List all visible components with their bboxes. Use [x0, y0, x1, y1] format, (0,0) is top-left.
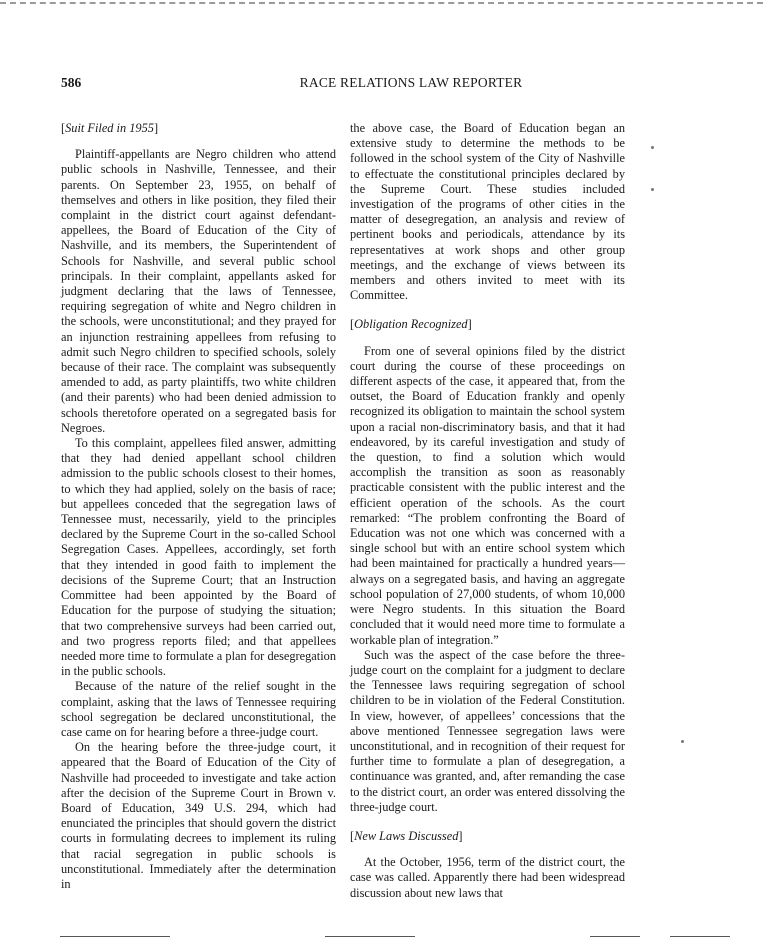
paragraph: On the hearing before the three-judge court, it appeared that the Board of Education of the City of Nashville had proceeded to investigate and take action after the decision of the Supreme Court in Brown v. Board of Education, 349 U.S. 294, which had enunciated the principles that should govern the district courts in formulating decrees to implement its ruling that racial segregation in public schools is unconstitutional. Immediately after the determination in [61, 740, 336, 891]
bottom-scan-line [325, 936, 415, 937]
bottom-scan-line [670, 936, 730, 937]
scan-speck [651, 146, 654, 149]
section-heading-new-laws-discussed: [New Laws Discussed] [350, 828, 463, 843]
section-heading-obligation-recognized: [Obligation Recognized] [350, 317, 472, 332]
paragraph: To this complaint, appellees filed answer, admitting that they had denied appellant school children admission to the public schools closest to their homes, to which they had applied, solely on the basis of race; but appellees conceded that the segregation laws of Tennessee must, necessarily, yield to the principles declared by the Supreme Court in the so-called School Segregation Cases. Appellees, accordingly, set forth that they intended in good faith to implement the decisions of the Supreme Court; that an Instruction Committee had been appointed by the Board of Education for the purpose of studying the situation; that two comprehensive surveys had been carried out, and two progress reports filed; and that appellees needed more time to formulate a plan for desegregation in the public schools. [61, 436, 336, 679]
left-column [61, 121, 336, 892]
scan-speck [651, 188, 654, 191]
paragraph: At the October, 1956, term of the district court, the case was called. Apparently there had been widespread discussion about new laws that [350, 855, 625, 900]
bottom-scan-line [60, 936, 170, 937]
right-column [350, 121, 625, 901]
bottom-scan-line [590, 936, 640, 937]
running-head: RACE RELATIONS LAW REPORTER [299, 75, 523, 90]
page-header [61, 75, 701, 93]
paragraph: Plaintiff-appellants are Negro children who attend public schools in Nashville, Tennessee, and their parents. On September 23, 1955, on behalf of themselves and others in like position, they filed their complaint in the district court against defendant-appellees, the Board of Education of the City of Nashville, and its members, the Superintendent of Schools for Nashville, and several public school principals. In their complaint, appellants asked for judgment declaring that the laws of Tennessee, requiring segregation of white and Negro children in the schools, were unconstitutional; and they prayed for an injunction restraining appellees from refusing to admit such Negro children to specified schools, solely because of their race. The complaint was subsequently amended to add, as party plaintiffs, two white children (and their parents) who had been denied admission to schools theretofore operated on a segregated basis for Negroes. [61, 147, 336, 435]
top-scan-border [0, 2, 763, 4]
page-number: 586 [61, 75, 82, 90]
paragraph: Because of the nature of the relief sought in the complaint, asking that the laws of Tennessee requiring school segregation be declared unconstitutional, the case came on for hearing before a three-judge court. [61, 679, 336, 739]
scan-speck [681, 740, 684, 743]
section-heading-suit-filed: [Suit Filed in 1955] [61, 121, 159, 135]
paragraph-continuation: the above case, the Board of Education began an extensive study to determine the methods to be followed in the school system of the City of Nashville to effectuate the constitutional principles declared by the Supreme Court. These studies included investigation of the programs of other cities in the matter of desegregation, an analysis and review of pertinent books and periodicals, attendance by its representatives at work shops and other group meetings, and the exchange of views between its members and others invited to meet with its Committee. [350, 121, 625, 303]
paragraph: From one of several opinions filed by the district court during the course of these proceedings on different aspects of the case, it appeared that, from the outset, the Board of Education frankly and openly recognized its obligation to maintain the school system upon a racial non-discriminatory basis, and that it had endeavored, by its careful investigation and study of the question, to find a solution which would accomplish the transition as soon as reasonably practicable consistent with the public interest and the efficient operation of the schools. As the court remarked: “The problem confronting the Board of Education was not one which was concerned with a single school but with an entire school system which had been maintained for practically a hundred years—always on a segregated basis, and having an aggregate school population of 27,000 students, of whom 10,000 were Negro students. In this situation the Board concluded that it would need more time to formulate a workable plan of integration.” [350, 343, 625, 647]
paragraph: Such was the aspect of the case before the three-judge court on the complaint for a judgment to declare the Tennessee laws requiring segregation of school children to be in violation of the Federal Constitution. In view, however, of appellees’ concessions that the above mentioned Tennessee segregation laws were unconstitutional, and in recognition of their request for further time to formulate a plan of desegregation, a continuance was granted, and, after remanding the case to the district court, an order was entered dissolving the three-judge court. [350, 647, 625, 814]
